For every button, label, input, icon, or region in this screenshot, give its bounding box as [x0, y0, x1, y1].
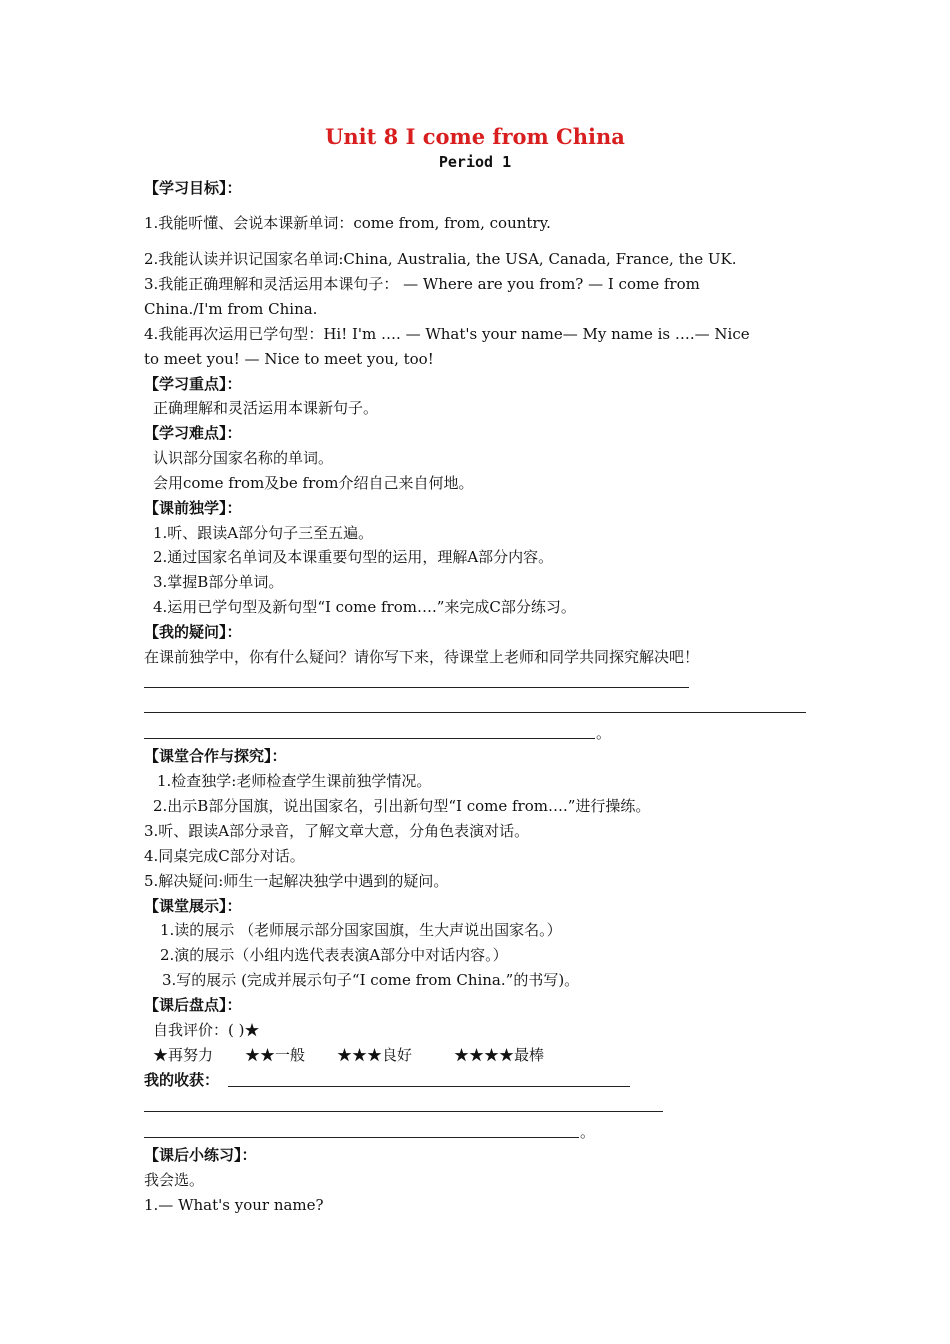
- harvest-line[interactable]: [144, 1137, 579, 1138]
- objective-item: China./I'm from China.: [144, 300, 318, 318]
- rating-option: ★再努力: [153, 1046, 214, 1064]
- rating-option: ★★★良好: [337, 1046, 413, 1064]
- end-mark: 。: [580, 1123, 596, 1141]
- display-item: 3.写的展示 (完成并展示句子“I come from China.”的书写)。: [162, 971, 580, 989]
- questions-heading: 【我的疑问】：: [144, 623, 242, 641]
- objective-item: 3.我能正确理解和灵活运用本课句子： — Where are you from? — I come from: [144, 275, 700, 293]
- display-heading: 【课堂展示】：: [144, 897, 242, 915]
- end-mark: 。: [596, 724, 612, 742]
- preview-item: 2.通过国家名单词及本课重要句型的运用，理解A部分内容。: [153, 548, 554, 566]
- preview-item: 1.听、跟读A部分句子三至五遍。: [153, 524, 374, 542]
- answer-line[interactable]: [144, 712, 806, 713]
- cooperation-heading: 【课堂合作与探究】：: [144, 747, 287, 765]
- practice-subtitle: 我会选。: [144, 1171, 205, 1189]
- display-item: 2.演的展示（小组内选代表表演A部分中对话内容。）: [160, 946, 508, 964]
- objectives-heading: 【学习目标】：: [144, 179, 242, 197]
- cooperation-item: 1.检查独学:老师检查学生课前独学情况。: [157, 772, 432, 790]
- harvest-label: 我的收获：: [144, 1071, 220, 1089]
- rating-option: ★★★★最棒: [454, 1046, 545, 1064]
- cooperation-item: 5.解决疑问:师生一起解决独学中遇到的疑问。: [144, 872, 449, 890]
- questions-prompt: 在课前独学中，你有什么疑问？请你写下来，待课堂上老师和同学共同探究解决吧！: [144, 648, 700, 666]
- objective-item: 4.我能再次运用已学句型：Hi! I'm …. — What's your name— My name is ….— Nice: [144, 325, 750, 343]
- difficulty-item: 会用come from及be from介绍自己来自何地。: [153, 474, 474, 492]
- practice-heading: 【课后小练习】：: [144, 1146, 257, 1164]
- difficulties-heading: 【学习难点】：: [144, 424, 242, 442]
- answer-line[interactable]: [144, 687, 689, 688]
- preview-item: 3.掌握B部分单词。: [153, 573, 284, 591]
- answer-line[interactable]: [144, 738, 595, 739]
- preview-item: 4.运用已学句型及新句型“I come from….”来完成C部分练习。: [153, 598, 576, 616]
- objective-item: 1.我能听懂、会说本课新单词：come from, from, country.: [144, 214, 551, 232]
- review-heading: 【课后盘点】：: [144, 996, 242, 1014]
- practice-question: 1.— What's your name?: [144, 1196, 324, 1214]
- page-title: Unit 8 I come from China: [325, 124, 625, 149]
- self-evaluation: 自我评价：( )★: [153, 1021, 260, 1039]
- period-label: Period 1: [438, 153, 512, 171]
- cooperation-item: 3.听、跟读A部分录音，了解文章大意，分角色表演对话。: [144, 822, 530, 840]
- rating-option: ★★一般: [245, 1046, 306, 1064]
- cooperation-item: 4.同桌完成C部分对话。: [144, 847, 305, 865]
- key-point-item: 正确理解和灵活运用本课新句子。: [153, 399, 379, 417]
- harvest-line[interactable]: [144, 1111, 663, 1112]
- harvest-line[interactable]: [228, 1086, 630, 1087]
- preview-heading: 【课前独学】：: [144, 499, 242, 517]
- key-points-heading: 【学习重点】：: [144, 375, 242, 393]
- cooperation-item: 2.出示B部分国旗，说出国家名，引出新句型“I come from….”进行操练。: [153, 797, 651, 815]
- difficulty-item: 认识部分国家名称的单词。: [153, 449, 334, 467]
- display-item: 1.读的展示 （老师展示部分国家国旗，生大声说出国家名。）: [160, 921, 562, 939]
- objective-item: 2.我能认读并识记国家名单词:China, Australia, the USA, Canada, France, the UK.: [144, 250, 737, 268]
- objective-item: to meet you! — Nice to meet you, too!: [144, 350, 434, 368]
